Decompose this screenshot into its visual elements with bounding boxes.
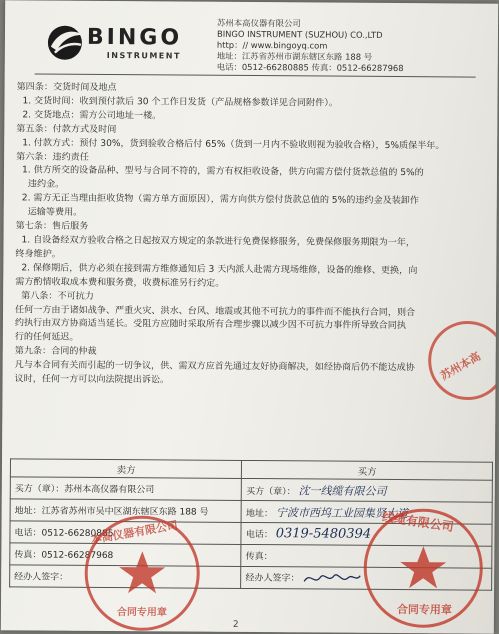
clause-line: 1. 自设备经双方验收合格之日起按双方规定的条款进行免费保修服务，免费保修服务期限为一年， [21,235,416,249]
company-address: 地址：江苏省苏州市湖东辖区东路 188 号 [216,50,373,62]
seller-fax: 传真：0512-66287968 [10,543,242,567]
buyer-agent-label: 经办人签字： [245,572,300,584]
svg-text:合同专用章: 合同专用章 [116,607,167,619]
svg-text:本高仪器有限公司: 本高仪器有限公司 [89,518,179,547]
buyer-name-label: 买方（章）： [246,486,296,497]
company-phone-fax: 电话：0512-66280885 传真：0512-66287968 [216,61,404,74]
buyer-name-cell [242,478,493,502]
clause-line: 需方酌情收取成本费和服务费，收费标准另行约定。 [15,277,225,289]
company-website: http：// www.bingoyq.com [216,39,328,51]
company-name-cn: 苏州本高仪器有限公司 [217,17,301,29]
seller-address: 地址：江苏省苏州市吴中区湖东辖区东路 188 号 [10,499,242,523]
buyer-name-handwritten: 沈一线缆有限公司 [298,483,387,498]
clause-line: 违约金。 [27,179,65,191]
clause-line: 凡与本合同有关而引起的一切争议，供、需双方应首先通过友好协商解决，如经协商后仍不能达成协 [14,360,415,374]
buyer-address-handwritten: 宁波市西坞工业园集贤大道 [275,505,408,520]
clause-line: 议时，任何一方可以向法院提出诉讼。 [14,374,170,386]
clause-line: 1. 付款方式：预付 30%，货到验收合格后付 65%（货到一月内不验收则视为验收合格），5%质保半年。 [22,138,445,151]
clause-line: 第四条：交货时间及地点 [16,82,117,94]
company-info [217,18,404,74]
clause-line: 终身维护。 [15,249,61,260]
clause-line: 第六条：违约责任 [16,151,89,163]
contract-clauses [15,81,490,390]
seller-column-header: 卖方 [10,459,241,479]
clause-line: 2. 需方无正当理由拒收货物（需方单方面原因），需方向供方偿付货款总值的 5%的违约金及装卸作 [21,193,420,207]
clause-line: 2. 保修期后，供方必须在接到需方维修通知后 3 天内派人赴需方现场维修，设备的维修、更换，向 [21,263,418,276]
clause-line: 第七条：售后服务 [15,221,89,232]
bingo-logo [43,23,193,64]
clause-line: 第五条：付款方式及时间 [16,124,117,135]
buyer-fax: 传真： [241,544,492,568]
clause-line: 1. 供方所交的设备品种、型号与合同不符的，需方有权拒收设备，供方向需方偿付货款总值的 5%的 [21,165,424,179]
clause-line: 第九条：合同的仲裁 [14,346,97,358]
buyer-agent-cell [241,566,492,590]
buyer-column-header: 买方 [242,460,493,480]
clause-line: 任何一方由于诸如战争、严重火灾、洪水、台风、地震或其他不可抗力的事件而不能执行合同，则合 [15,304,416,318]
buyer-phone-handwritten: 0319-5480394 [275,526,372,542]
contract-page [1,0,498,633]
svg-text:合同专用章: 合同专用章 [396,603,453,617]
clause-line: 行的任何延迟。 [14,332,79,344]
buyer-phone-cell [241,522,492,546]
clause-line: 约执行由双方协商适当延长。受阻方应随时采取所有合理步骤以减少因不可抗力事件所导致合同执 [14,318,407,332]
company-name-en: BINGO INSTRUMENT (SUZHOU) CO.,LTD [216,28,383,40]
buyer-handwritten-signature [302,569,362,587]
seller-phone: 电话：0512-66280885 [10,521,242,545]
clause-line: 1. 交货时间：收到预付款后 30 个工作日发货（产品规格参数详见合同附件）。 [22,96,338,109]
header-divider [35,73,476,77]
logo-subtitle: INSTRUMENT [106,50,181,61]
buyer-address-cell [241,500,492,524]
page-number: 2 [232,619,239,630]
svg-text:苏州本高: 苏州本高 [438,349,483,383]
clause-line: 2. 交货地点：需方公司地址一楼。 [22,110,162,122]
buyer-phone-label: 电话： [245,529,273,541]
bingo-logo-icon [43,23,87,63]
clause-line: 第八条：不可抗力 [21,290,94,302]
signature-table [9,458,493,590]
logo-wordmark: BINGO [86,24,183,51]
seller-agent-signature: 经办人签字： [10,565,242,589]
buyer-address-label: 地址： [245,508,274,519]
seller-name: 买方（章）：苏州本高仪器有限公司 [10,477,242,501]
svg-text:线缆有限公司: 线缆有限公司 [381,509,455,535]
clause-line: 运输等费用。 [27,207,83,218]
